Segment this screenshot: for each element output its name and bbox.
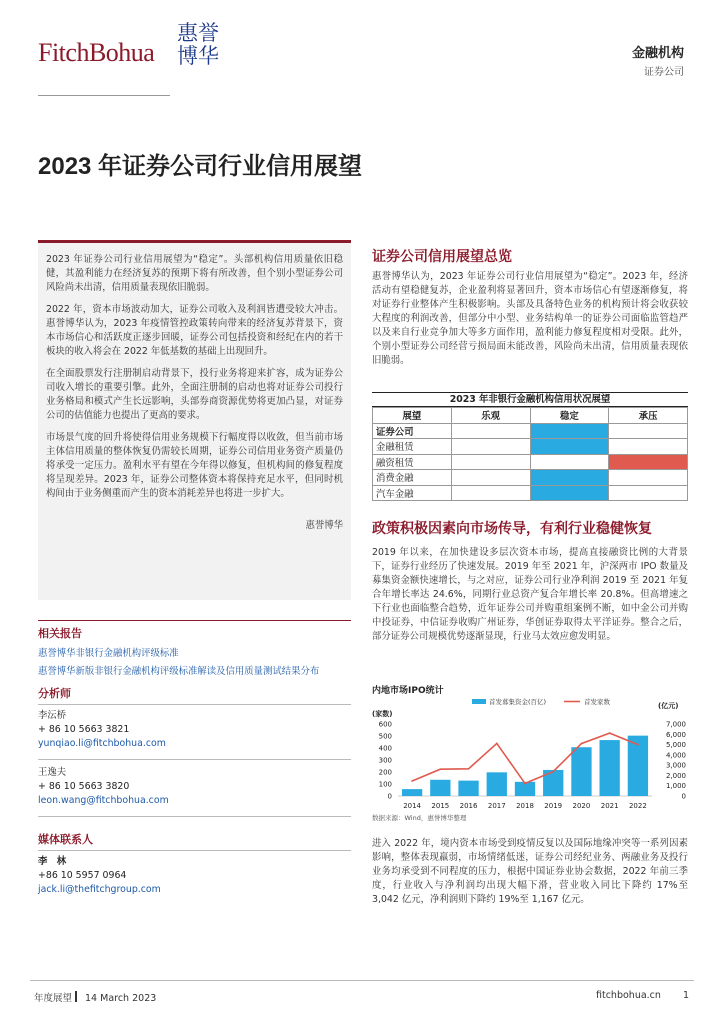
summary-box [38,240,351,600]
logo-seal-line: 博华 [177,44,219,68]
point-ipo-count [637,744,639,746]
header-category: 金融机构 [631,46,684,61]
x-tick-label: 2015 [431,802,450,810]
credit-table-row-label: 融资租赁 [373,454,452,470]
credit-table-header: 乐观 [451,408,530,424]
right-tick-label: 6,000 [665,730,686,739]
bar-ipo-funds [402,789,422,796]
section-divider [38,704,351,705]
section-divider [38,759,351,760]
credit-table-cell [609,439,688,455]
left-tick-label: 600 [378,720,392,729]
point-ipo-count [524,783,526,785]
credit-table-row-label: 汽车金融 [373,485,452,501]
bar-ipo-funds [571,747,591,796]
summary-paragraph: 市场景气度的回升将使得信用业务规模下行幅度得以收敛，但当前市场主体信用质量的整体恢复仍需较长周期，证券公司信用业务资产质量仍将承受一定压力。盈利水平有望在今年得以修复，但机构间的修复程度将呈现差异。2023 年，证券公司整体资本将保持充足水平，但同时机构间由于业务侧重而产生的资本消耗差异也将进一步扩大。 [46,432,343,499]
x-tick-label: 2014 [403,802,422,810]
x-tick-label: 2022 [628,802,647,810]
credit-table-cell [530,454,609,470]
header-divider [38,95,170,96]
left-tick-label: 0 [387,792,392,801]
left-tick-label: 200 [378,768,392,777]
sidebar [38,620,351,897]
credit-table-row [373,470,688,486]
summary-signature: 惠誉博华 [305,520,343,531]
right-tick-label: 7,000 [665,720,686,729]
x-tick-label: 2016 [459,802,478,810]
legend-swatch-bars [472,699,486,704]
page-title: 2023 年证券公司行业信用展望 [38,153,363,180]
media-phone: +86 10 5957 0964 [38,870,127,881]
x-tick-label: 2019 [544,802,563,810]
credit-table-cell [530,439,609,455]
left-tick-label: 500 [378,732,392,741]
credit-table-cell [530,470,609,486]
credit-table-cell [451,470,530,486]
credit-table-row-label: 证券公司 [373,423,452,439]
policy-heading: 政策积极因素向市场传导，有利行业稳健恢复 [372,521,652,537]
ipo-chart [368,694,692,824]
credit-table-header: 稳定 [530,408,609,424]
outlook-text: 惠誉博华认为，2023 年证券公司行业信用展望为“稳定”。2023 年，经济活动有望稳健复苏，企业盈利将显著回升，资本市场信心有望逐渐修复，将对证券行业整体产生积极影响。头部及具备特色业务的机构预计将会收获较大程度的利润改善，但部分中小型、业务结构单一的证券公司面临监管趋严以及来自行业竞争加大等多方面作用，盈利能力修复程度相对受限。此外，个别小型证券公司经营亏损局面未能改善，风险尚未出清，信用质量表现依旧脆弱。 [372,271,688,366]
credit-table-row [373,454,688,470]
credit-table-cell [609,423,688,439]
media-contact-title: 媒体联系人 [38,833,93,846]
analyst-phone: + 86 10 5663 3820 [38,781,130,792]
x-tick-label: 2018 [516,802,534,810]
footer-label: 年度展望 [34,993,73,1004]
analyst-name: 李沄桥 [38,710,67,721]
bar-ipo-funds [458,781,478,796]
summary-paragraph: 在全面股票发行注册制启动背景下，投行业务将迎来扩容，成为证券公司收入增长的重要引擎。此外，全面注册制的启动也将对证券公司投行业务格局和模式产生长远影响，头部券商资源优势将更加凸显，对证券公司的估值能力也提出了更高的要求。 [46,368,343,421]
bar-ipo-funds [600,740,620,796]
footer-separator [75,991,77,1002]
summary-paragraph: 2022 年，资本市场波动加大，证券公司收入及利润皆遭受较大冲击。惠誉博华认为，2023 年疫情管控政策转向带来的经济复苏背景下，资本市场信心和活跃度正逐步回暖，证券公司包括投资和经纪在内的若干板块的收入将会在 2022 年低基数的基础上出现回升。 [46,304,343,357]
analyst-name: 王逸夫 [38,767,67,778]
right-tick-label: 2,000 [665,771,686,780]
section-divider [38,620,351,621]
related-report-link[interactable]: 惠誉博华非银行金融机构评级标准 [38,648,179,659]
point-ipo-count [552,771,554,773]
header-subcategory: 证券公司 [644,67,684,78]
credit-table-title: 2023 年非银行金融机构信用状况展望 [372,392,688,407]
right-tick-label: 0 [681,792,686,801]
legend-label: 首发家数 [584,698,610,706]
credit-table-row [373,423,688,439]
footer-divider [30,980,694,981]
logo-seal-line: 惠誉 [177,21,219,45]
right-tick-label: 3,000 [665,761,686,770]
point-ipo-count [609,732,611,734]
outlook-heading: 证券公司信用展望总览 [372,249,512,265]
credit-outlook-table [372,392,688,501]
section-divider [38,850,351,851]
logo-seal [170,22,226,74]
point-ipo-count [581,743,583,745]
point-ipo-count [468,768,470,770]
credit-table-cell [451,423,530,439]
x-tick-label: 2020 [572,802,591,810]
related-reports-title: 相关报告 [38,627,82,640]
analyst-email[interactable]: leon.wang@fitchbohua.com [38,795,169,806]
left-axis-label: (家数) [372,710,393,718]
bar-ipo-funds [487,772,507,796]
policy-text: 2019 年以来，在加快建设多层次资本市场，提高直接融资比例的大背景下，证券行业经历了快速发展。2019 年至 2021 年，沪深两市 IPO 数量及募集资金额快速增长，与之对应，证券公司行业净利润 2019 至 2021 年复合年增长率达 24.6%，同期行业总资产复合年增长率 20.8%。但高增速之下行业也面临整合趋势，近年证券公司并购重组案例不断，如中金公司并购中投证券，中信证券收购广州证券，华创证券取得太平洋证券。整合之后，部分证券公司规模优势逐渐显现，行业马太效应愈发明显。 [372,547,688,642]
credit-table-header: 展望 [373,408,452,424]
media-name: 李 林 [38,856,67,867]
footer-date: 14 March 2023 [85,993,157,1004]
media-email[interactable]: jack.li@thefitchgroup.com [38,884,161,895]
credit-table-cell [609,485,688,501]
credit-table-row-label: 金融租赁 [373,439,452,455]
left-tick-label: 100 [378,780,392,789]
legend-label: 首发募集资金(百亿) [489,698,547,706]
footer-left [34,990,156,1004]
credit-table-cell [451,485,530,501]
chart-title: 内地市场IPO统计 [372,686,444,696]
credit-table-cell [609,454,688,470]
point-ipo-count [496,743,498,745]
credit-table-grid [372,407,688,501]
credit-table-row [373,439,688,455]
bar-ipo-funds [430,780,450,796]
analyst-email[interactable]: yunqiao.li@fitchbohua.com [38,738,166,749]
chart-source: 数据来源：Wind，惠誉博华整理 [372,814,467,822]
right-tick-label: 4,000 [665,751,686,760]
left-tick-label: 400 [378,744,392,753]
x-tick-label: 2021 [600,802,619,810]
footer-page-number: 1 [683,990,690,1001]
credit-table-cell [609,470,688,486]
footer-site[interactable]: fitchbohua.cn [596,990,661,1001]
right-tick-label: 1,000 [665,782,686,791]
x-tick-label: 2017 [487,802,506,810]
fitchbohua-logo: FitchBohua [38,38,155,67]
analyst-phone: + 86 10 5663 3821 [38,724,130,735]
credit-table-cell [530,485,609,501]
credit-table-cell [451,454,530,470]
right-axis-label: (亿元) [658,702,679,710]
credit-table-cell [451,439,530,455]
credit-table-row-label: 消费金融 [373,470,452,486]
left-tick-label: 300 [378,756,392,765]
credit-table-header: 承压 [609,408,688,424]
related-report-link[interactable]: 惠誉博华新版非银行金融机构评级标准解读及信用质量测试结果分布 [38,666,320,677]
section-divider [38,816,351,817]
summary-paragraph: 2023 年证券公司行业信用展望为“稳定”。头部机构信用质量依旧稳健，其盈利能力在经济复苏的预期下将有所改善，但个别小型证券公司风险尚未出清，信用质量表现依旧脆弱。 [46,254,343,293]
credit-table-cell [530,423,609,439]
point-ipo-count [439,768,441,770]
credit-table-row [373,485,688,501]
right-tick-label: 5,000 [665,741,686,750]
analyst-title: 分析师 [38,687,71,700]
point-ipo-count [411,780,413,782]
closing-text: 进入 2022 年，境内资本市场受到疫情反复以及国际地缘冲突等一系列因素影响，整体表现羸弱，市场情绪低迷，证券公司经纪业务、两融业务及投行业务均承受到不同程度的压力，根据中国证券业协会数据，2022 年前三季度，行业收入与净利润均出现大幅下滑，营业收入同比下降约 17%至 3,042 亿元，净利润则下降约 19%至 1,167 亿元。 [372,838,688,905]
